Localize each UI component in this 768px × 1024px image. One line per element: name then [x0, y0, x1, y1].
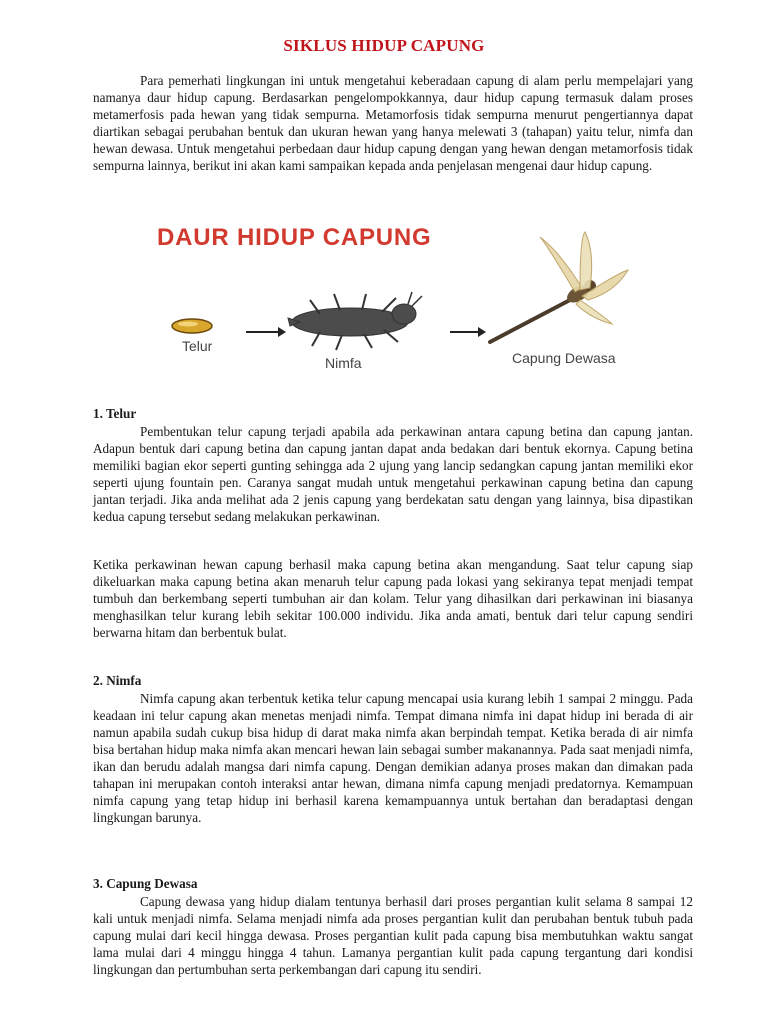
intro-paragraph: Para pemerhati lingkungan ini untuk mengetahui keberadaan capung di alam perlu mempelajari yang namanya daur hidup capung. Berdasarkan pengelompokkannya, daur hidup capung termasuk dalam proses metamerfosis pada hewan yang tidak sempurna. Metamorfosis tidak sempurna menurut pengertiannya dapat diartikan sebagai perubahan bentuk dan ukuran hewan yang hanya melewati 3 (tahapan) yaitu telur, nimfa dan hewan dewasa. Untuk mengetahui perbedaan daur hidup capung dengan yang hewan dengan metamorfosis tidak sempurna lainnya, berikut ini akan kami sampaikan kepada anda penjelasan mengenai daur hidup capung.: [93, 73, 693, 173]
telur-paragraph-2: Ketika perkawinan hewan capung berhasil maka capung betina akan mengandung. Saat telur capung siap dikeluarkan maka capung betina akan menaruh telur capung pada lokasi yang sekiranya tepat menjadi tempat tumbuh dan berkembang seperti tumbuhan air dan kolam. Telur yang dihasilkan dari perkawinan ini biasanya menghasilkan telur kurang lebih sekitar 100.000 individu. Jika anda amati, bentuk dari telur capung sendiri berwarna hitam dan berbentuk bulat.: [93, 557, 693, 640]
section-heading-dewasa: 3. Capung Dewasa: [93, 876, 198, 891]
nymph-label: Nimfa: [325, 355, 362, 371]
egg-label: Telur: [182, 338, 213, 354]
figure-title: DAUR HIDUP CAPUNG: [157, 224, 432, 251]
arrow-icon: [450, 327, 486, 337]
section-heading-nimfa: 2. Nimfa: [93, 673, 142, 688]
life-cycle-figure: [150, 222, 640, 387]
dewasa-paragraph: Capung dewasa yang hidup dialam tentunya berhasil dari proses pergantian kulit selama 8 sampai 12 kali untuk menjadi nimfa. Selama menjadi nimfa ada proses pergantian kulit dan perubahan bentuk tubuh pada capung mulai dari kecil hingga dewasa. Proses pergantian kulit pada capung bisa membutuhkan waktu sangat lama mulai dari 4 minggu hingga 4 tahun. Lamanya pergantian kulit pada capung tergantung dari kondisi lingkungan dan pertumbuhan serta perkembangan dari capung itu sendiri.: [93, 894, 693, 977]
egg-icon: [172, 319, 212, 333]
nimfa-paragraph: Nimfa capung akan terbentuk ketika telur capung mencapai usia kurang lebih 1 sampai 2 minggu. Pada keadaan ini telur capung akan menetas menjadi nimfa. Tempat dimana nimfa ini dapat hidup ini berada di air namun apabila sudah cukup bisa hidup di darat maka nimfa akan berpindah tempat. Ketika berada di air nimfa bisa bertahan hidup maka nimfa akan mencari hewan lain sebagai sumber makanannya. Pada saat menjadi nimfa, ikan dan berudu adalah mangsa dari nimfa capung. Dengan demikian adanya proses makan dan dimakan pada tahapan ini merupakan contoh interaksi antar hewan, dimana nimfa capung menjadi predatornya. Kemampuan nimfa capung yang tetap hidup ini berhasil karena kemampuannya untuk bertahan dan beradaptasi dengan lingkungan barunya.: [93, 691, 693, 825]
page-title: SIKLUS HIDUP CAPUNG: [283, 36, 485, 55]
dragonfly-icon: [490, 232, 628, 342]
telur-paragraph-1: Pembentukan telur capung terjadi apabila ada perkawinan antara capung betina dan capung jantan. Adapun bentuk dari capung betina dan capung jantan dapat anda bedakan dari bentuk ekornya. Capung betina memiliki bagian ekor seperti gunting sehingga ada 2 ujung yang lancip sedangkan capung jantan memiliki ekor seperti ujung fountain pen. Caranya sangat mudah untuk mengetahui perkawinan capung betina dan capung jantan terjadi. Jika anda melihat ada 2 jenis capung yang berdekatan satu dengan yang lainnya, bisa dipastikan kedua capung tersebut sedang melakukan perkawinan.: [93, 424, 693, 524]
adult-label: Capung Dewasa: [512, 350, 616, 366]
arrow-icon: [246, 327, 286, 337]
nymph-icon: [288, 292, 422, 350]
section-heading-telur: 1. Telur: [93, 406, 137, 421]
